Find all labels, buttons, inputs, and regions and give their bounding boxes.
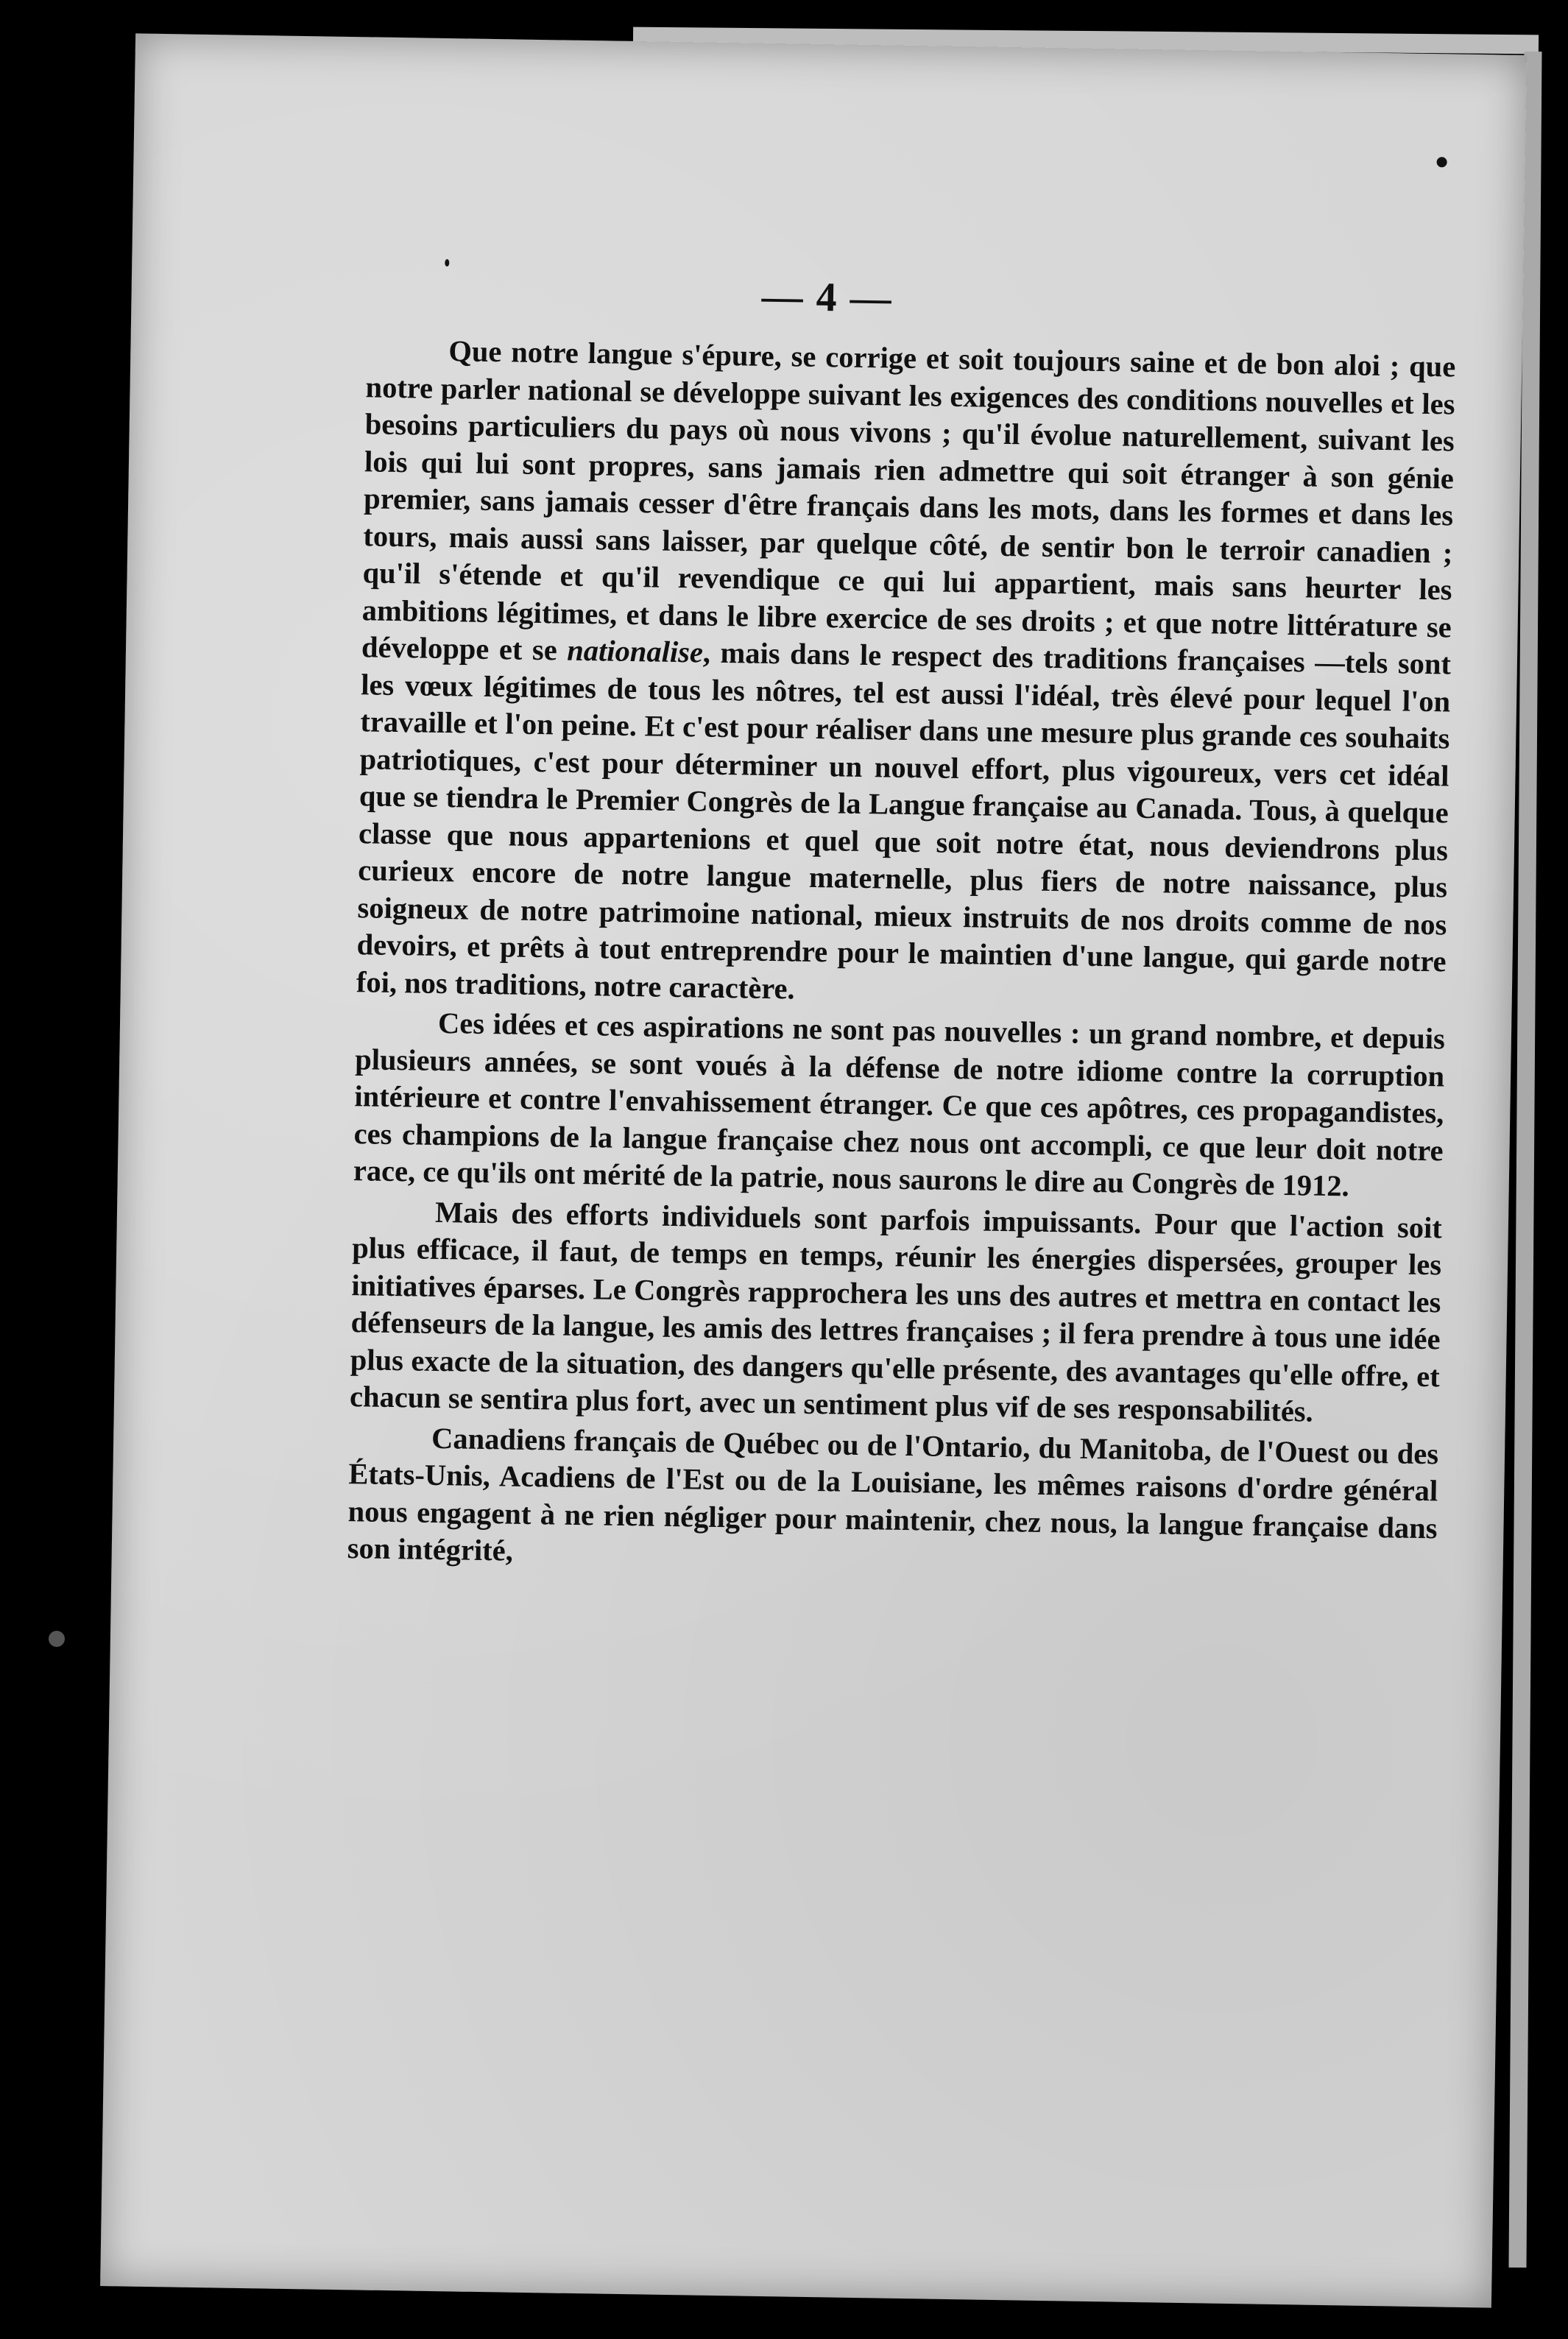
paragraph-2: Ces idées et ces aspirations ne sont pas nouvelles : un grand nombre, et depuis plusieurs années, se sont voués à la défense de notre idiome contre la corruption intérieure et contre l'envahissement étranger. Ce que ces apôtres, ces propagandistes, ces champions de la langue française chez nous ont accompli, ce que leur doit notre race, ce qu'ils ont mérité de la patrie, nous saurons le dire au Congrès de 1912. [353,1006,1446,1203]
film-speck [445,259,449,267]
paragraph-1 [356,331,1456,1017]
paragraph-4: Canadiens français de Québec ou de l'Ontario, du Manitoba, de l'Ouest ou des États-Unis, Acadiens de l'Est ou de la Louisiane, les mêmes raisons d'ordre général nous engagent à ne rien négliger pour maintenir, chez nous, la langue française dans son intégrité, [347,1421,1439,1567]
paragraph-3: Mais des efforts individuels sont parfois impuissants. Pour que l'action soit plus efficace, il faut, de temps en temps, réunir les énergies dispersées, grouper les initiatives éparses. Le Congrès rapprochera les uns des autres et mettra en contact les défenseurs de la langue, les amis des lettres françaises ; il fera prendre à tous une idée plus exacte de la situation, des dangers qu'elle présente, des avantages qu'elle offre, et chacun se sentira plus fort, avec un sentiment plus vif de ses responsabilités. [349,1195,1443,1428]
document-page [100,33,1527,2307]
paragraph-1-part-2: , mais dans le respect des traditions françaises —tels sont les vœux légitimes de tous les nôtres, tel est aussi l'idéal, très élevé pour lequel l'on travaille et l'on peine. Et c'est pour réaliser dans une mesure plus grande ces souhaits patriotiques, c'est pour déterminer un nouvel effort, plus vigoureux, vers cet idéal que se tiendra le Premier Congrès de la Langue française au Canada. Tous, à quelque classe que nous appartenions et quel que soit notre état, nous deviendrons plus curieux encore de notre langue maternelle, plus fiers de notre naissance, plus soigneux de notre patrimoine national, mieux instruits de nos droits comme de nos devoirs, et prêts à tout entreprendre pour le maintien d'une langue, qui garde notre foi, nos traditions, notre caractère. [356,635,1452,1006]
film-speck [49,1631,65,1647]
film-speck [1437,157,1447,167]
body-text [347,331,1455,1584]
paragraph-1-part-1: Que notre langue s'épure, se corrige et soit toujours saine et de bon aloi ; que notre parler national se développe suivant les exigences des conditions nouvelles et les besoins particuliers du pays où nous vivons ; qu'il évolue naturellement, suivant les lois qui lui sont propres, sans jamais rien admettre qui soit étranger à son génie premier, sans jamais cesser d'être français dans les mots, dans les formes et dans les tours, mais aussi sans laisser, par quelque côté, de sentir bon le terroir canadien ; qu'il s'étende et qu'il revendique ce qui lui appartient, mais sans heurter les ambitions légitimes, et dans le libre exercice de ses droits ; et que notre littérature se développe et se [361,334,1456,667]
italic-word-nationalise: nationalise [567,633,704,669]
page-number: — 4 — [761,273,894,322]
